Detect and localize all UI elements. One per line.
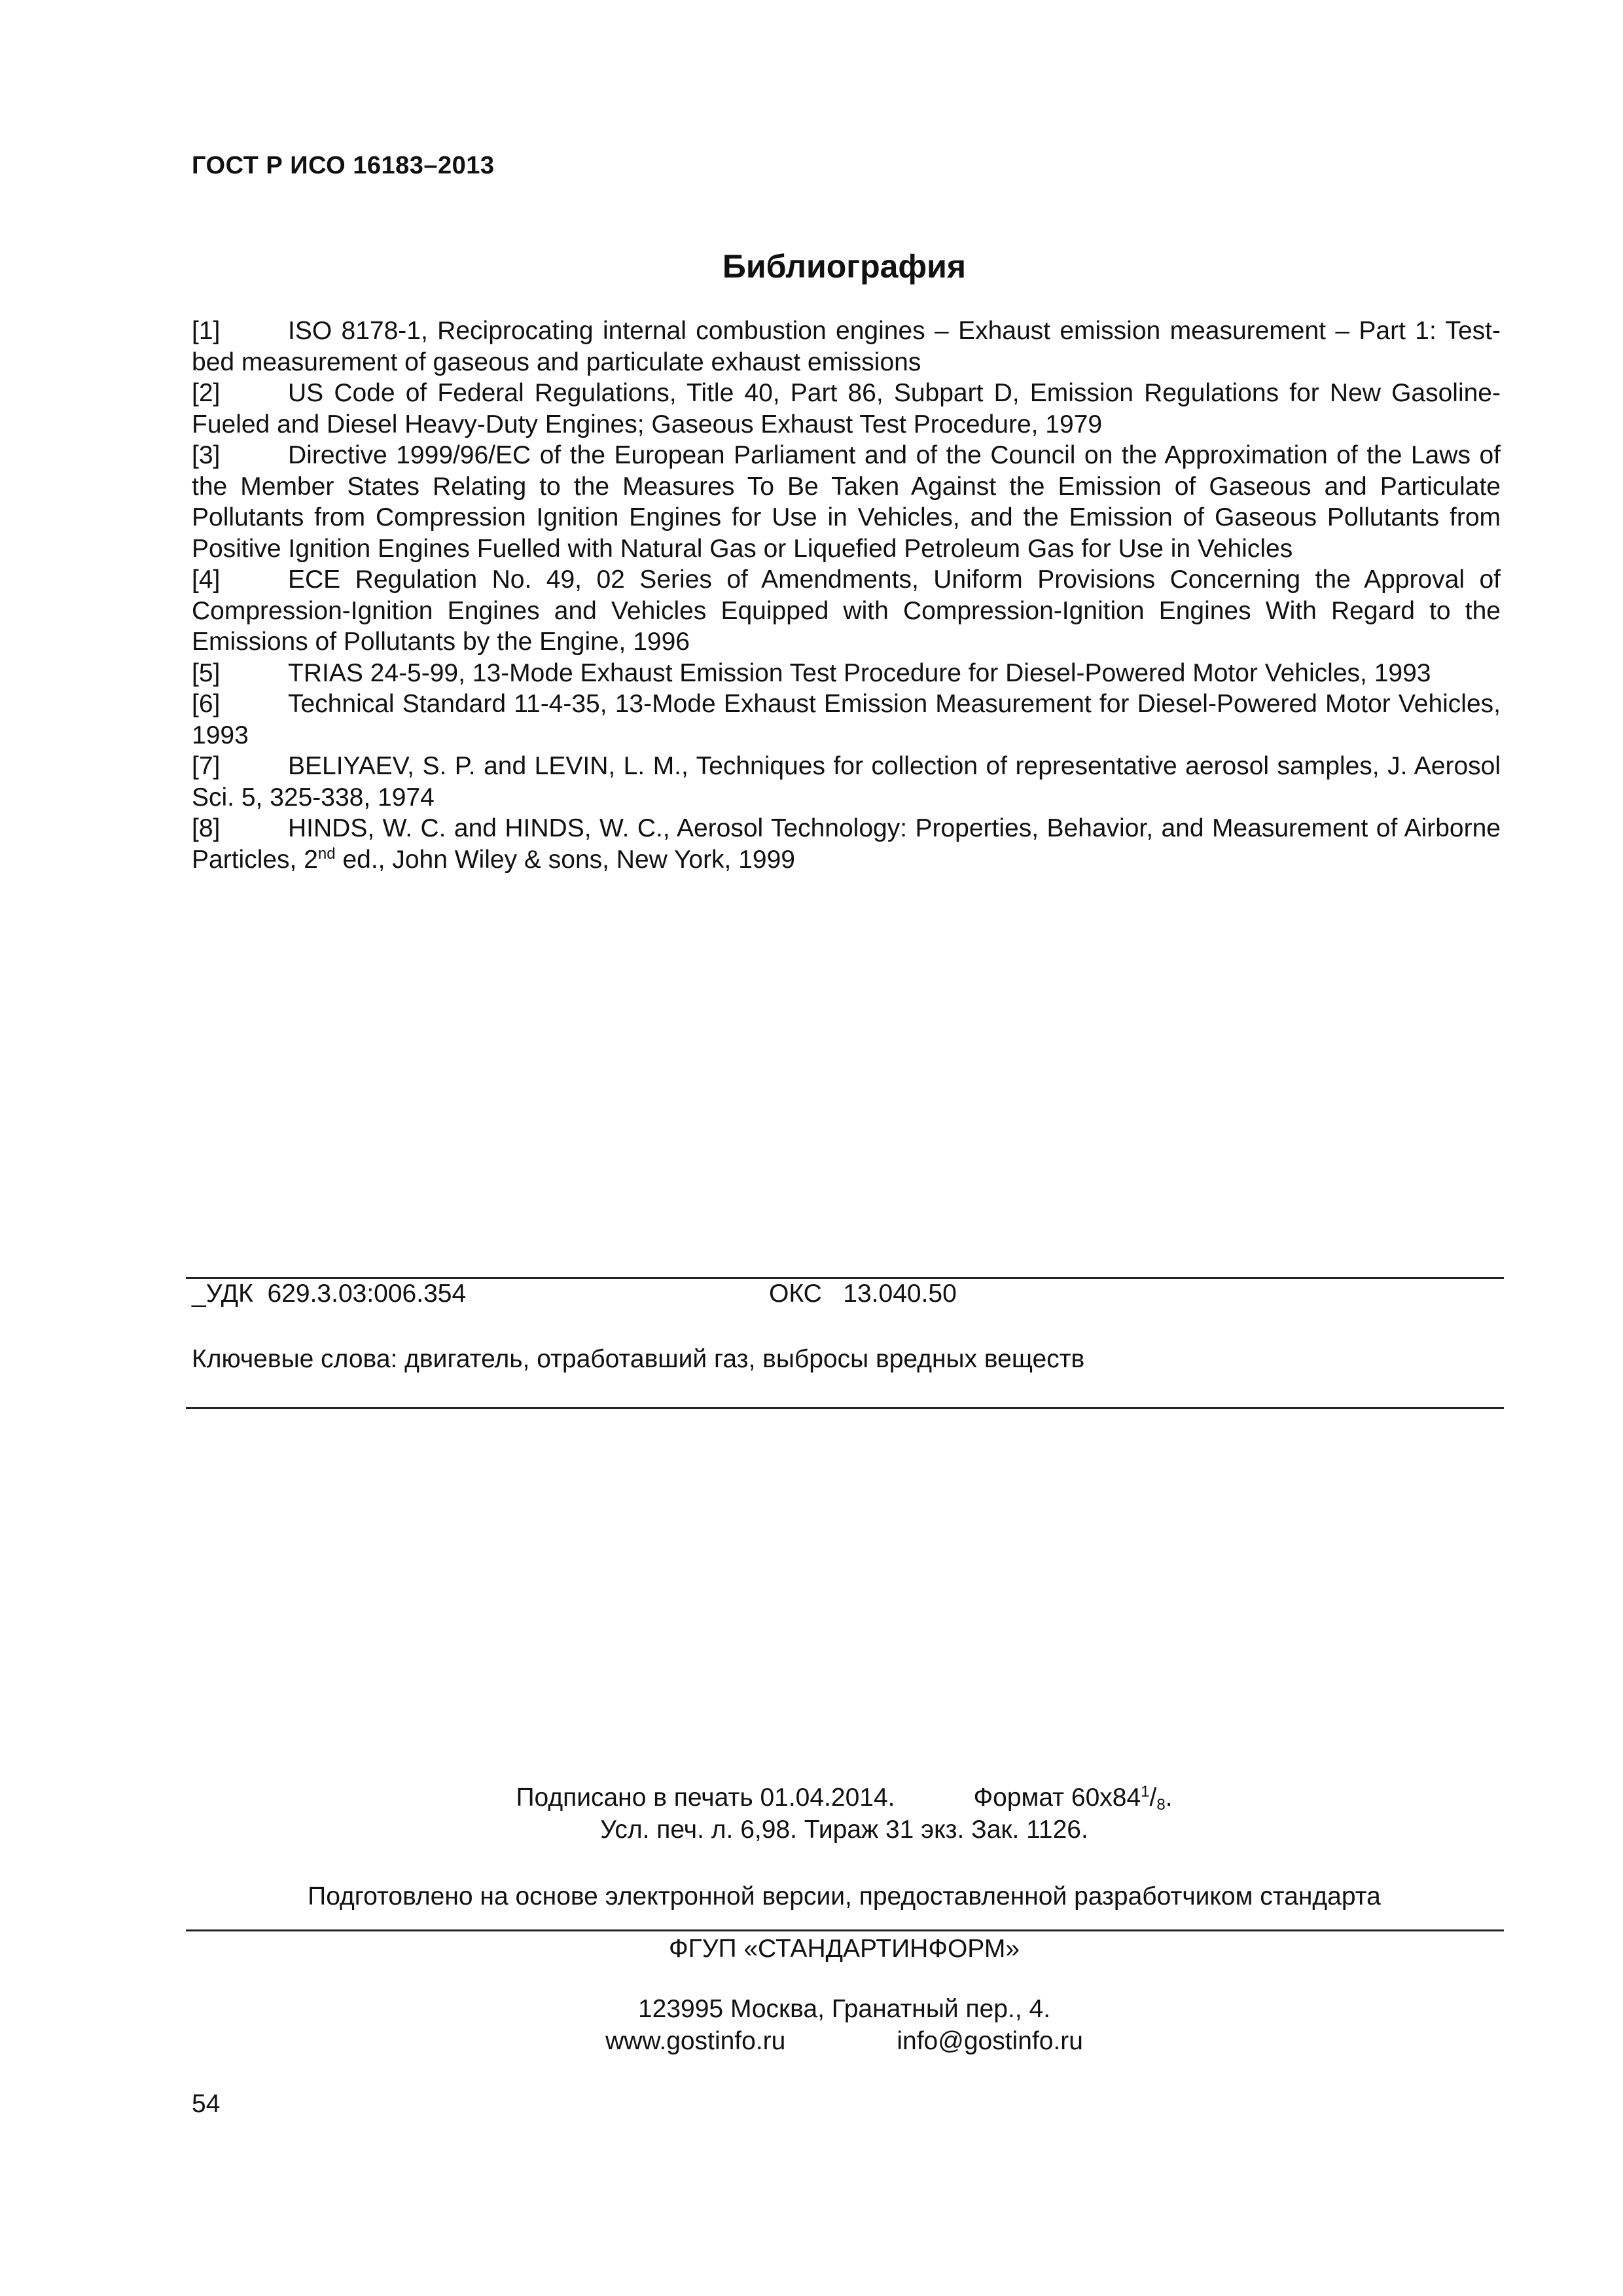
signed-date: Подписано в печать 01.04.2014. [516, 1784, 895, 1812]
standard-header: ГОСТ Р ИСО 16183–2013 [192, 152, 495, 179]
entry-number: [3] [192, 441, 221, 469]
format-numerator: 1 [1141, 1783, 1150, 1801]
entry-number: [5] [192, 658, 221, 687]
format-denominator: 8 [1156, 1796, 1166, 1814]
ordinal-superscript: nd [317, 844, 336, 863]
entry-number: [4] [192, 565, 221, 594]
entry-text: ECE Regulation No. 49, 02 Series of Amendments, Uniform Provisions Concerning the Approval of Compression-Ignition Engines and Vehicles Equipped with Compression-Ignition Engines With Regard to the Emissions of Pollutants by the Engine, 1996 [192, 565, 1501, 656]
oks-code: ОКС 13.040.50 [769, 1280, 957, 1308]
entry-number: [2] [192, 379, 221, 407]
format-suffix: . [1165, 1784, 1173, 1812]
bibliography-title: Библиография [722, 248, 967, 285]
bibliography-entry [192, 564, 1501, 658]
prepared-note: Подготовлено на основе электронной версии, предоставленной разработчиком стандарта [308, 1882, 1381, 1910]
entry-text-tail: ed., John Wiley & sons, New York, 1999 [335, 845, 795, 874]
publisher-name: ФГУП «СТАНДАРТИНФОРМ» [668, 1935, 1020, 1963]
entry-text: Directive 1999/96/EC of the European Parliament and of the Council on the Approximation of the Laws of the Member States Relating to the Measures To Be Taken Against the Emission of Gaseous and Particulate Pollutants from Compression Ignition Engines for Use in Vehicles, and the Emission of Gaseous Pollutants from Positive Ignition Engines Fuelled with Natural Gas or Liquefied Petroleum Gas for Use in Vehicles [192, 441, 1501, 563]
publisher-top-rule [186, 1929, 1504, 1931]
keywords: Ключевые слова: двигатель, отработавший газ, выбросы вредных веществ [192, 1345, 1085, 1373]
page-number: 54 [192, 2090, 221, 2118]
entry-number: [6] [192, 690, 221, 718]
format-slash: / [1149, 1784, 1157, 1812]
email-link[interactable]: info@gostinfo.ru [897, 2027, 1083, 2055]
bibliography-list [192, 315, 1501, 875]
entry-number: [8] [192, 814, 221, 842]
bibliography-entry [192, 751, 1501, 813]
bibliography-entry [192, 689, 1501, 751]
print-details: Усл. печ. л. 6,98. Тираж 31 экз. Зак. 1126. [600, 1816, 1088, 1844]
bibliography-entry [192, 378, 1501, 440]
bibliography-entry [192, 440, 1501, 564]
bibliography-entry [192, 658, 1501, 689]
udc-code: _УДК 629.3.03:006.354 [192, 1280, 467, 1308]
entry-text: TRIAS 24-5-99, 13-Mode Exhaust Emission Test Procedure for Diesel-Powered Motor Vehicles, 1993 [288, 658, 1431, 687]
keywords-bottom-rule [186, 1407, 1504, 1409]
entry-text: ISO 8178-1, Reciprocating internal combustion engines – Exhaust emission measurement – Part 1: Test-bed measurement of gaseous and particulate exhaust emissions [192, 317, 1501, 376]
entry-text: Technical Standard 11-4-35, 13-Mode Exhaust Emission Measurement for Diesel-Powered Motor Vehicles, 1993 [192, 690, 1501, 749]
entry-text: US Code of Federal Regulations, Title 40, Part 86, Subpart D, Emission Regulations for New Gasoline- Fueled and Diesel Heavy-Duty Engines; Gaseous Exhaust Test Procedure, 1979 [192, 379, 1501, 439]
publisher-address: 123995 Москва, Гранатный пер., 4. [637, 1995, 1051, 2023]
bibliography-entry [192, 813, 1501, 875]
entry-text: BELIYAEV, S. P. and LEVIN, L. M., Techniques for collection of representative aerosol samples, J. Aerosol Sci. 5, 325-338, 1974 [192, 752, 1501, 812]
format-text: Формат 60х84 [973, 1784, 1141, 1812]
website-link[interactable]: www.gostinfo.ru [605, 2027, 786, 2055]
classification-top-rule [186, 1277, 1504, 1279]
publisher-contacts [0, 2027, 1623, 2056]
entry-text-main: HINDS, W. C. and HINDS, W. C., Aerosol Technology: Properties, Behavior, and Measurement of Airborne Particles, 2 [192, 814, 1501, 874]
imprint-signed-line [0, 1784, 1623, 1812]
bibliography-entry [192, 315, 1501, 378]
entry-number: [7] [192, 752, 221, 780]
entry-number: [1] [192, 317, 221, 345]
entry-text [192, 814, 1501, 874]
